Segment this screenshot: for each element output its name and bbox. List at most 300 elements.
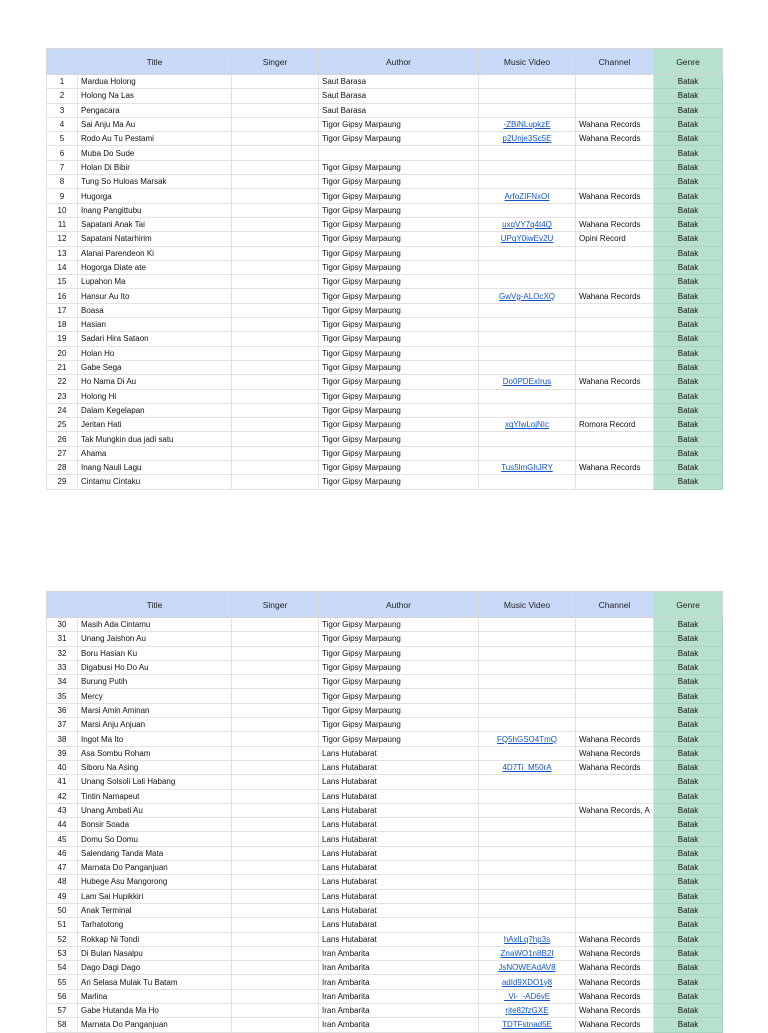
title-cell[interactable]: Gabe Hutanda Ma Ho (78, 1004, 232, 1018)
singer-cell[interactable] (232, 760, 319, 774)
title-cell[interactable]: Inang Pangittubu (78, 203, 232, 217)
singer-cell[interactable] (232, 803, 319, 817)
title-cell[interactable]: Asa Sombu Roham (78, 746, 232, 760)
singer-cell[interactable] (232, 375, 319, 389)
genre-cell[interactable]: Batak (654, 689, 723, 703)
music-video-link[interactable] (479, 246, 576, 260)
channel-cell[interactable]: Wahana Records (576, 1018, 654, 1032)
music-video-link[interactable] (479, 389, 576, 403)
author-cell[interactable]: Tigor Gipsy Marpaung (319, 160, 479, 174)
music-video-link[interactable]: ArfoZIFNxOI (479, 189, 576, 203)
genre-cell[interactable]: Batak (654, 961, 723, 975)
author-cell[interactable]: Tigor Gipsy Marpaung (319, 232, 479, 246)
genre-cell[interactable]: Batak (654, 418, 723, 432)
channel-cell[interactable] (576, 718, 654, 732)
genre-cell[interactable]: Batak (654, 746, 723, 760)
channel-cell[interactable] (576, 203, 654, 217)
channel-cell[interactable]: Wahana Records (576, 961, 654, 975)
genre-cell[interactable]: Batak (654, 203, 723, 217)
author-cell[interactable]: Tigor Gipsy Marpaung (319, 475, 479, 489)
music-video-link[interactable] (479, 703, 576, 717)
genre-cell[interactable]: Batak (654, 318, 723, 332)
singer-cell[interactable] (232, 946, 319, 960)
title-cell[interactable]: Sai Anju Ma Au (78, 117, 232, 131)
channel-cell[interactable]: Wahana Records (576, 932, 654, 946)
author-cell[interactable]: Tigor Gipsy Marpaung (319, 632, 479, 646)
title-cell[interactable]: Domu So Domu (78, 832, 232, 846)
author-cell[interactable]: Tigor Gipsy Marpaung (319, 703, 479, 717)
singer-cell[interactable] (232, 117, 319, 131)
singer-cell[interactable] (232, 832, 319, 846)
title-cell[interactable]: Tung So Huloas Marsak (78, 175, 232, 189)
title-cell[interactable]: Marsi Anju Anjuan (78, 718, 232, 732)
singer-cell[interactable] (232, 746, 319, 760)
channel-cell[interactable] (576, 832, 654, 846)
channel-cell[interactable] (576, 703, 654, 717)
channel-cell[interactable] (576, 789, 654, 803)
channel-cell[interactable] (576, 775, 654, 789)
title-cell[interactable]: Dalam Kegelapan (78, 403, 232, 417)
title-cell[interactable]: Pengacara (78, 103, 232, 117)
author-cell[interactable] (319, 146, 479, 160)
genre-cell[interactable]: Batak (654, 861, 723, 875)
music-video-link[interactable]: TDTFstnad5E (479, 1018, 576, 1032)
author-cell[interactable]: Lans Hutabarat (319, 846, 479, 860)
genre-cell[interactable]: Batak (654, 189, 723, 203)
genre-cell[interactable]: Batak (654, 675, 723, 689)
author-cell[interactable]: Tigor Gipsy Marpaung (319, 217, 479, 231)
channel-cell[interactable] (576, 103, 654, 117)
singer-cell[interactable] (232, 861, 319, 875)
author-cell[interactable]: Lans Hutabarat (319, 918, 479, 932)
title-cell[interactable]: Unang Jaishon Au (78, 632, 232, 646)
channel-cell[interactable] (576, 346, 654, 360)
music-video-link[interactable]: ZnaWO1n8B2I (479, 946, 576, 960)
singer-cell[interactable] (232, 675, 319, 689)
singer-cell[interactable] (232, 461, 319, 475)
channel-cell[interactable] (576, 846, 654, 860)
title-cell[interactable]: Holong Na Las (78, 89, 232, 103)
singer-cell[interactable] (232, 618, 319, 632)
title-cell[interactable]: Marnata Do Panganjuan (78, 1018, 232, 1032)
header-genre[interactable]: Genre (654, 592, 723, 618)
author-cell[interactable]: Tigor Gipsy Marpaung (319, 360, 479, 374)
music-video-link[interactable] (479, 918, 576, 932)
title-cell[interactable]: Dago Dagi Dago (78, 961, 232, 975)
title-cell[interactable]: Jeritan Hati (78, 418, 232, 432)
author-cell[interactable]: Tigor Gipsy Marpaung (319, 117, 479, 131)
music-video-link[interactable] (479, 75, 576, 89)
channel-cell[interactable]: Wahana Records, A (576, 803, 654, 817)
singer-cell[interactable] (232, 146, 319, 160)
title-cell[interactable]: Rokkap Ni Tondi (78, 932, 232, 946)
title-cell[interactable]: Sapatani Natarhirim (78, 232, 232, 246)
singer-cell[interactable] (232, 289, 319, 303)
author-cell[interactable]: Lans Hutabarat (319, 803, 479, 817)
header-singer[interactable]: Singer (232, 592, 319, 618)
singer-cell[interactable] (232, 418, 319, 432)
genre-cell[interactable]: Batak (654, 989, 723, 1003)
author-cell[interactable]: Iran Ambarita (319, 989, 479, 1003)
title-cell[interactable]: Masih Ada Cintamu (78, 618, 232, 632)
author-cell[interactable]: Lans Hutabarat (319, 903, 479, 917)
author-cell[interactable]: Tigor Gipsy Marpaung (319, 646, 479, 660)
genre-cell[interactable]: Batak (654, 389, 723, 403)
genre-cell[interactable]: Batak (654, 160, 723, 174)
genre-cell[interactable]: Batak (654, 217, 723, 231)
title-cell[interactable]: Marlina (78, 989, 232, 1003)
music-video-link[interactable] (479, 889, 576, 903)
header-number[interactable] (47, 49, 78, 75)
title-cell[interactable]: Muba Do Sude (78, 146, 232, 160)
author-cell[interactable]: Tigor Gipsy Marpaung (319, 318, 479, 332)
title-cell[interactable]: Hansur Au Ito (78, 289, 232, 303)
music-video-link[interactable] (479, 646, 576, 660)
singer-cell[interactable] (232, 260, 319, 274)
music-video-link[interactable] (479, 403, 576, 417)
singer-cell[interactable] (232, 818, 319, 832)
title-cell[interactable]: Lupahon Ma (78, 275, 232, 289)
genre-cell[interactable]: Batak (654, 275, 723, 289)
author-cell[interactable]: Iran Ambarita (319, 975, 479, 989)
music-video-link[interactable]: p2Unje3Sc5E (479, 132, 576, 146)
singer-cell[interactable] (232, 961, 319, 975)
channel-cell[interactable] (576, 861, 654, 875)
author-cell[interactable]: Lans Hutabarat (319, 818, 479, 832)
title-cell[interactable]: Inang Nauli Lagu (78, 461, 232, 475)
music-video-link[interactable]: rjte82fzGXE (479, 1004, 576, 1018)
channel-cell[interactable]: Wahana Records (576, 989, 654, 1003)
channel-cell[interactable] (576, 160, 654, 174)
author-cell[interactable]: Tigor Gipsy Marpaung (319, 275, 479, 289)
author-cell[interactable]: Saut Barasa (319, 89, 479, 103)
singer-cell[interactable] (232, 789, 319, 803)
author-cell[interactable]: Tigor Gipsy Marpaung (319, 303, 479, 317)
genre-cell[interactable]: Batak (654, 132, 723, 146)
genre-cell[interactable]: Batak (654, 89, 723, 103)
channel-cell[interactable]: Wahana Records (576, 117, 654, 131)
channel-cell[interactable]: Wahana Records (576, 217, 654, 231)
author-cell[interactable]: Lans Hutabarat (319, 932, 479, 946)
genre-cell[interactable]: Batak (654, 289, 723, 303)
singer-cell[interactable] (232, 175, 319, 189)
author-cell[interactable]: Tigor Gipsy Marpaung (319, 660, 479, 674)
channel-cell[interactable]: Wahana Records (576, 732, 654, 746)
channel-cell[interactable]: Wahana Records (576, 975, 654, 989)
singer-cell[interactable] (232, 446, 319, 460)
author-cell[interactable]: Tigor Gipsy Marpaung (319, 332, 479, 346)
music-video-link[interactable] (479, 618, 576, 632)
singer-cell[interactable] (232, 303, 319, 317)
music-video-link[interactable]: FQ5hGSO4TmQ (479, 732, 576, 746)
genre-cell[interactable]: Batak (654, 1018, 723, 1032)
singer-cell[interactable] (232, 975, 319, 989)
title-cell[interactable]: Boasa (78, 303, 232, 317)
music-video-link[interactable]: UPqY0iwEv2U (479, 232, 576, 246)
music-video-link[interactable]: -ZBiNLupkzE (479, 117, 576, 131)
genre-cell[interactable]: Batak (654, 1004, 723, 1018)
music-video-link[interactable] (479, 360, 576, 374)
music-video-link[interactable] (479, 260, 576, 274)
genre-cell[interactable]: Batak (654, 646, 723, 660)
music-video-link[interactable] (479, 803, 576, 817)
genre-cell[interactable]: Batak (654, 803, 723, 817)
title-cell[interactable]: Unang Solsoli Lali Habang (78, 775, 232, 789)
channel-cell[interactable] (576, 432, 654, 446)
singer-cell[interactable] (232, 89, 319, 103)
author-cell[interactable]: Tigor Gipsy Marpaung (319, 732, 479, 746)
music-video-link[interactable] (479, 318, 576, 332)
singer-cell[interactable] (232, 332, 319, 346)
singer-cell[interactable] (232, 318, 319, 332)
author-cell[interactable]: Tigor Gipsy Marpaung (319, 289, 479, 303)
genre-cell[interactable]: Batak (654, 432, 723, 446)
channel-cell[interactable] (576, 903, 654, 917)
music-video-link[interactable] (479, 689, 576, 703)
author-cell[interactable]: Lans Hutabarat (319, 832, 479, 846)
header-author[interactable]: Author (319, 592, 479, 618)
singer-cell[interactable] (232, 132, 319, 146)
channel-cell[interactable] (576, 660, 654, 674)
music-video-link[interactable]: GwVg-ALOcXQ (479, 289, 576, 303)
title-cell[interactable]: Siboru Na Asing (78, 760, 232, 774)
channel-cell[interactable] (576, 275, 654, 289)
author-cell[interactable]: Tigor Gipsy Marpaung (319, 718, 479, 732)
genre-cell[interactable]: Batak (654, 475, 723, 489)
singer-cell[interactable] (232, 632, 319, 646)
genre-cell[interactable]: Batak (654, 889, 723, 903)
music-video-link[interactable]: Do0PDExIrus (479, 375, 576, 389)
genre-cell[interactable]: Batak (654, 903, 723, 917)
music-video-link[interactable] (479, 675, 576, 689)
singer-cell[interactable] (232, 918, 319, 932)
music-video-link[interactable]: 4D7Ti_M50rA (479, 760, 576, 774)
singer-cell[interactable] (232, 475, 319, 489)
author-cell[interactable]: Tigor Gipsy Marpaung (319, 418, 479, 432)
singer-cell[interactable] (232, 217, 319, 231)
channel-cell[interactable]: Wahana Records (576, 760, 654, 774)
genre-cell[interactable]: Batak (654, 332, 723, 346)
singer-cell[interactable] (232, 232, 319, 246)
genre-cell[interactable]: Batak (654, 75, 723, 89)
author-cell[interactable]: Tigor Gipsy Marpaung (319, 446, 479, 460)
genre-cell[interactable]: Batak (654, 103, 723, 117)
header-music-video[interactable]: Music Video (479, 49, 576, 75)
channel-cell[interactable] (576, 646, 654, 660)
channel-cell[interactable] (576, 918, 654, 932)
genre-cell[interactable]: Batak (654, 117, 723, 131)
title-cell[interactable]: Unang Ambati Au (78, 803, 232, 817)
music-video-link[interactable] (479, 746, 576, 760)
music-video-link[interactable] (479, 446, 576, 460)
channel-cell[interactable]: Wahana Records (576, 746, 654, 760)
singer-cell[interactable] (232, 160, 319, 174)
channel-cell[interactable]: Opini Record (576, 232, 654, 246)
title-cell[interactable]: Lam Sai Hupikkiri (78, 889, 232, 903)
title-cell[interactable]: Ingot Ma Ito (78, 732, 232, 746)
music-video-link[interactable] (479, 875, 576, 889)
singer-cell[interactable] (232, 660, 319, 674)
singer-cell[interactable] (232, 775, 319, 789)
genre-cell[interactable]: Batak (654, 260, 723, 274)
genre-cell[interactable]: Batak (654, 975, 723, 989)
music-video-link[interactable] (479, 818, 576, 832)
author-cell[interactable]: Lans Hutabarat (319, 889, 479, 903)
genre-cell[interactable]: Batak (654, 789, 723, 803)
channel-cell[interactable] (576, 303, 654, 317)
channel-cell[interactable]: Wahana Records (576, 189, 654, 203)
singer-cell[interactable] (232, 846, 319, 860)
title-cell[interactable]: Marnata Do Panganjuan (78, 861, 232, 875)
header-number[interactable] (47, 592, 78, 618)
genre-cell[interactable]: Batak (654, 703, 723, 717)
channel-cell[interactable] (576, 75, 654, 89)
header-title[interactable]: Title (78, 49, 232, 75)
title-cell[interactable]: Digabusi Ho Do Au (78, 660, 232, 674)
title-cell[interactable]: Holan Ho (78, 346, 232, 360)
title-cell[interactable]: Hasian (78, 318, 232, 332)
channel-cell[interactable]: Wahana Records (576, 132, 654, 146)
music-video-link[interactable] (479, 832, 576, 846)
genre-cell[interactable]: Batak (654, 403, 723, 417)
channel-cell[interactable] (576, 389, 654, 403)
header-title[interactable]: Title (78, 592, 232, 618)
genre-cell[interactable]: Batak (654, 918, 723, 932)
singer-cell[interactable] (232, 246, 319, 260)
music-video-link[interactable] (479, 718, 576, 732)
title-cell[interactable]: Alanai Parendeon Ki (78, 246, 232, 260)
channel-cell[interactable] (576, 689, 654, 703)
genre-cell[interactable]: Batak (654, 346, 723, 360)
author-cell[interactable]: Iran Ambarita (319, 961, 479, 975)
singer-cell[interactable] (232, 1004, 319, 1018)
genre-cell[interactable]: Batak (654, 375, 723, 389)
genre-cell[interactable]: Batak (654, 818, 723, 832)
genre-cell[interactable]: Batak (654, 303, 723, 317)
channel-cell[interactable] (576, 360, 654, 374)
title-cell[interactable]: Ari Selasa Mulak Tu Batam (78, 975, 232, 989)
singer-cell[interactable] (232, 689, 319, 703)
author-cell[interactable]: Tigor Gipsy Marpaung (319, 132, 479, 146)
genre-cell[interactable]: Batak (654, 846, 723, 860)
singer-cell[interactable] (232, 903, 319, 917)
music-video-link[interactable]: hAxlLq7hp3s (479, 932, 576, 946)
author-cell[interactable]: Tigor Gipsy Marpaung (319, 175, 479, 189)
author-cell[interactable]: Lans Hutabarat (319, 760, 479, 774)
author-cell[interactable]: Tigor Gipsy Marpaung (319, 375, 479, 389)
title-cell[interactable]: Ho Nama Di Au (78, 375, 232, 389)
title-cell[interactable]: Anak Terminal (78, 903, 232, 917)
header-music-video[interactable]: Music Video (479, 592, 576, 618)
author-cell[interactable]: Iran Ambarita (319, 1004, 479, 1018)
singer-cell[interactable] (232, 1018, 319, 1032)
title-cell[interactable]: Mardua Holong (78, 75, 232, 89)
singer-cell[interactable] (232, 932, 319, 946)
singer-cell[interactable] (232, 389, 319, 403)
header-channel[interactable]: Channel (576, 592, 654, 618)
author-cell[interactable]: Saut Barasa (319, 103, 479, 117)
author-cell[interactable]: Iran Ambarita (319, 946, 479, 960)
channel-cell[interactable] (576, 675, 654, 689)
channel-cell[interactable]: Wahana Records (576, 289, 654, 303)
music-video-link[interactable] (479, 660, 576, 674)
music-video-link[interactable]: uxqVY7q4t4Q (479, 217, 576, 231)
music-video-link[interactable]: xqYlwLojNIc (479, 418, 576, 432)
channel-cell[interactable]: Wahana Records (576, 1004, 654, 1018)
music-video-link[interactable]: adId9XDO1y8 (479, 975, 576, 989)
music-video-link[interactable] (479, 432, 576, 446)
title-cell[interactable]: Tintin Namapeut (78, 789, 232, 803)
channel-cell[interactable] (576, 889, 654, 903)
channel-cell[interactable] (576, 875, 654, 889)
music-video-link[interactable]: _Vi-_-AD6vE (479, 989, 576, 1003)
genre-cell[interactable]: Batak (654, 875, 723, 889)
genre-cell[interactable]: Batak (654, 832, 723, 846)
author-cell[interactable]: Tigor Gipsy Marpaung (319, 675, 479, 689)
music-video-link[interactable] (479, 346, 576, 360)
genre-cell[interactable]: Batak (654, 246, 723, 260)
genre-cell[interactable]: Batak (654, 461, 723, 475)
music-video-link[interactable] (479, 846, 576, 860)
singer-cell[interactable] (232, 989, 319, 1003)
music-video-link[interactable] (479, 632, 576, 646)
channel-cell[interactable]: Romora Record (576, 418, 654, 432)
music-video-link[interactable] (479, 475, 576, 489)
genre-cell[interactable]: Batak (654, 618, 723, 632)
channel-cell[interactable] (576, 246, 654, 260)
author-cell[interactable]: Tigor Gipsy Marpaung (319, 403, 479, 417)
singer-cell[interactable] (232, 346, 319, 360)
singer-cell[interactable] (232, 732, 319, 746)
music-video-link[interactable] (479, 303, 576, 317)
author-cell[interactable]: Lans Hutabarat (319, 789, 479, 803)
music-video-link[interactable] (479, 146, 576, 160)
channel-cell[interactable] (576, 175, 654, 189)
singer-cell[interactable] (232, 360, 319, 374)
title-cell[interactable]: Tarhatotong (78, 918, 232, 932)
singer-cell[interactable] (232, 889, 319, 903)
channel-cell[interactable] (576, 475, 654, 489)
genre-cell[interactable]: Batak (654, 660, 723, 674)
channel-cell[interactable] (576, 318, 654, 332)
title-cell[interactable]: Holan Di Bibir (78, 160, 232, 174)
music-video-link[interactable] (479, 103, 576, 117)
title-cell[interactable]: Hugorga (78, 189, 232, 203)
singer-cell[interactable] (232, 403, 319, 417)
author-cell[interactable]: Lans Hutabarat (319, 775, 479, 789)
music-video-link[interactable] (479, 789, 576, 803)
channel-cell[interactable]: Wahana Records (576, 375, 654, 389)
author-cell[interactable]: Tigor Gipsy Marpaung (319, 260, 479, 274)
title-cell[interactable]: Cintamu Cintaku (78, 475, 232, 489)
genre-cell[interactable]: Batak (654, 232, 723, 246)
title-cell[interactable]: Boru Hasian Ku (78, 646, 232, 660)
channel-cell[interactable] (576, 403, 654, 417)
channel-cell[interactable] (576, 818, 654, 832)
title-cell[interactable]: Mercy (78, 689, 232, 703)
channel-cell[interactable]: Wahana Records (576, 946, 654, 960)
music-video-link[interactable] (479, 275, 576, 289)
title-cell[interactable]: Marsi Amin Aminan (78, 703, 232, 717)
music-video-link[interactable] (479, 861, 576, 875)
genre-cell[interactable]: Batak (654, 718, 723, 732)
title-cell[interactable]: Gabe Sega (78, 360, 232, 374)
singer-cell[interactable] (232, 75, 319, 89)
author-cell[interactable]: Tigor Gipsy Marpaung (319, 689, 479, 703)
music-video-link[interactable]: Tus5lmGhJRY (479, 461, 576, 475)
genre-cell[interactable]: Batak (654, 175, 723, 189)
genre-cell[interactable]: Batak (654, 446, 723, 460)
